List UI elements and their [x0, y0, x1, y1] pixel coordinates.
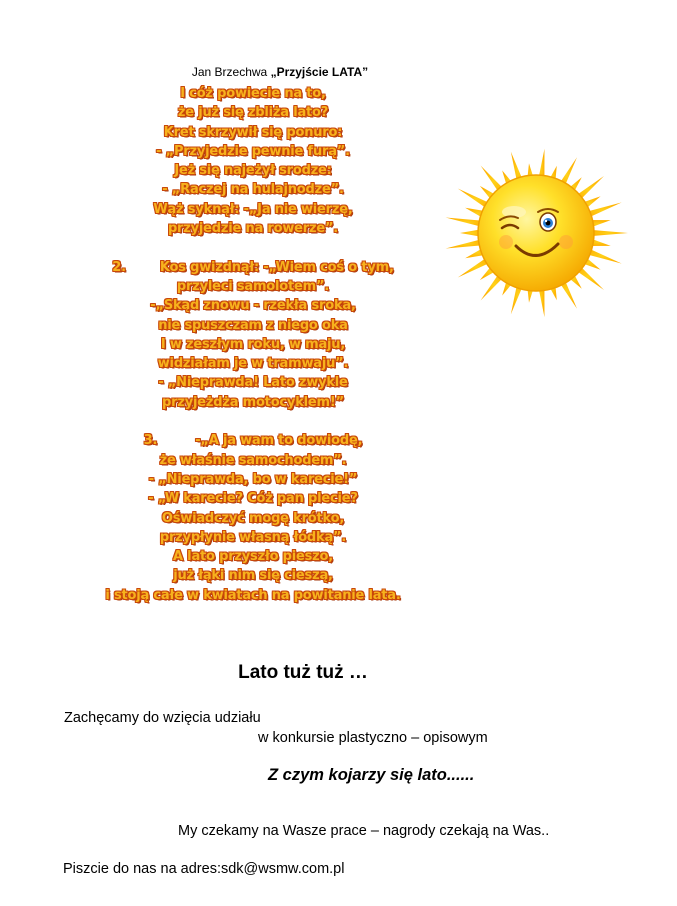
poem-line: - „Nieprawda! Lato zwykle — [158, 375, 348, 391]
poem-title: „Przyjście LATA” — [270, 65, 369, 79]
poem-line: - „Przyjedzie pewnie furą”. — [156, 143, 350, 159]
poem-line: widziałam je w tramwaju”. — [157, 356, 349, 372]
contest-question: Z czym kojarzy się lato...... — [268, 766, 475, 784]
poem-line-text: Kos gwizdnął: -„Wiem coś o tym, — [159, 259, 394, 275]
poem-line: - „W karecie? Cóż pan plecie? — [148, 491, 358, 507]
poem-line: że właśnie samochodem”. — [159, 452, 347, 468]
poem-line: już łąki nim się cieszą, — [173, 568, 333, 584]
poem-line: przypłynie własną łódką”. — [159, 529, 347, 545]
poem-line: - „Raczej na hulajnodze”. — [162, 182, 344, 198]
poem-line: przyleci samolotem”. — [176, 278, 330, 294]
poem-line: nie spuszczam z niego oka — [158, 317, 348, 333]
stanza-number: 3. — [143, 433, 158, 449]
poem-line: Oświadczyć mogę krótko, — [161, 510, 345, 526]
poem-line: I w zeszłym roku, w maju, — [160, 336, 346, 352]
poem-line: Wąż syknął: -„Ja nie wierzę, — [153, 201, 353, 217]
poem-line: Kret skrzywił się ponuro: — [163, 124, 343, 140]
poem-line: Jeż się najeżył srodze: — [174, 163, 332, 179]
poem-line: A lato przyszło pieszo, — [173, 549, 333, 565]
poem-line — [0, 431, 506, 450]
sun-face — [478, 175, 594, 291]
invite-line-1: Zachęcamy do wzięcia udziału — [64, 710, 261, 726]
poem-line: przyjedzie na rowerze”. — [167, 221, 339, 237]
poem-line: -„Skąd znowu - rzekła sroka, — [150, 298, 356, 314]
poem-line: I cóż powiecie na to, — [180, 86, 326, 101]
winking-sun-icon — [430, 142, 642, 324]
contact-address: Piszcie do nas na adres:sdk@wsmw.com.pl — [63, 861, 345, 877]
waiting-text: My czekamy na Wasze prace – nagrody czekają na Was.. — [178, 823, 550, 839]
invite-line-2: w konkursie plastyczno – opisowym — [258, 730, 488, 746]
poem-line: i stoją całe w kwiatach na powitanie lata. — [105, 587, 401, 603]
poem-line: że już się zbliża lato? — [177, 105, 329, 121]
poem-author: Jan Brzechwa — [191, 65, 268, 79]
stanza-number: 2. — [112, 259, 126, 275]
contest-heading: Lato tuż tuż … — [238, 662, 368, 683]
poem-header — [0, 64, 560, 80]
poem-line: przyjeżdża motocyklem!” — [162, 394, 344, 410]
poem-line-text: -„A ja wam to dowiodę, — [195, 433, 363, 449]
poem-line: - „Nieprawda, bo w karecie!” — [148, 471, 358, 487]
